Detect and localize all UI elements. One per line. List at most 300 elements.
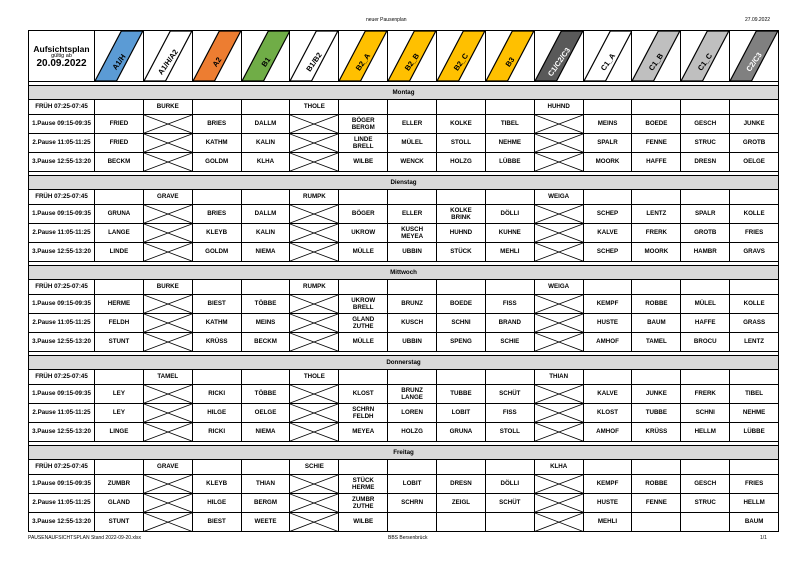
blocked-cell: [290, 493, 339, 512]
duty-cell: MÜLEL: [388, 133, 437, 152]
duty-cell: [192, 189, 241, 204]
duty-cell: KOLLE: [730, 294, 779, 313]
blocked-cell-cross: [290, 134, 338, 152]
blocked-cell: [143, 223, 192, 242]
blocked-cell: [290, 332, 339, 351]
duty-cell: GROTB: [730, 133, 779, 152]
day-name: Montag: [29, 86, 779, 100]
column-header: [388, 31, 437, 82]
duty-cell: RICKI: [192, 384, 241, 403]
blocked-cell-cross: [535, 513, 583, 531]
duty-cell: [681, 189, 730, 204]
column-header: [95, 31, 144, 82]
duty-name-line: LINDE: [353, 135, 373, 143]
blocked-cell: [534, 313, 583, 332]
duty-name-line: BERGM: [351, 123, 375, 131]
duty-cell: HOLZG: [437, 152, 486, 171]
column-header-label: B2_C: [451, 51, 471, 73]
blocked-cell: [143, 384, 192, 403]
duty-cell: [192, 459, 241, 474]
duty-cell: MEHLI: [583, 512, 632, 531]
duty-cell: [730, 189, 779, 204]
blocked-cell-cross: [144, 205, 192, 223]
duty-cell: MEINS: [241, 313, 290, 332]
blocked-cell: [143, 294, 192, 313]
duty-cell: [339, 189, 388, 204]
duty-cell: GROTB: [681, 223, 730, 242]
duty-cell: WEIGA: [534, 189, 583, 204]
duty-name-line: LANGE: [401, 393, 423, 401]
duty-cell: GRAVS: [730, 242, 779, 261]
blocked-cell-cross: [290, 314, 338, 332]
duty-cell: [681, 512, 730, 531]
time-slot-label: 3.Pause 12:55-13:20: [29, 332, 95, 351]
duty-cell: KALVE: [583, 384, 632, 403]
time-slot-label: 2.Pause 11:05-11:25: [29, 313, 95, 332]
blocked-cell-cross: [144, 494, 192, 512]
duty-cell: [681, 279, 730, 294]
time-slot-label: 2.Pause 11:05-11:25: [29, 133, 95, 152]
duty-cell: [192, 279, 241, 294]
column-header-label: B1: [259, 55, 272, 69]
column-header: [192, 31, 241, 82]
duty-cell: [192, 99, 241, 114]
duty-cell: KATHM: [192, 133, 241, 152]
blocked-cell: [143, 242, 192, 261]
duty-cell: BIEST: [192, 294, 241, 313]
duty-cell: THIAN: [241, 474, 290, 493]
duty-name-line: STÜCK: [352, 476, 374, 484]
blocked-cell: [290, 133, 339, 152]
blocked-cell-cross: [290, 115, 338, 133]
blocked-cell-cross: [144, 333, 192, 351]
schedule-row: [29, 114, 779, 133]
duty-name-line: GLAND: [352, 315, 375, 323]
duty-cell: KLHA: [241, 152, 290, 171]
blocked-cell: [534, 223, 583, 242]
duty-cell: NEHME: [730, 403, 779, 422]
duty-cell: [730, 459, 779, 474]
schedule-title: Aufsichtsplan: [33, 43, 90, 54]
duty-cell: [241, 99, 290, 114]
duty-cell: STOLL: [437, 133, 486, 152]
duty-cell: KALVE: [583, 223, 632, 242]
blocked-cell-cross: [144, 243, 192, 261]
valid-from-date: 20.09.2022: [36, 57, 87, 69]
blocked-cell-cross: [144, 295, 192, 313]
schedule-row: [29, 189, 779, 204]
duty-cell: GOLDM: [192, 152, 241, 171]
supervision-schedule-table: [28, 30, 779, 532]
time-slot-label: 3.Pause 12:55-13:20: [29, 422, 95, 441]
duty-cell: DÖLLI: [485, 204, 534, 223]
column-header-row: [29, 31, 779, 82]
day-header-row: [29, 356, 779, 370]
column-header-label: B2_B: [402, 51, 422, 73]
day-header-row: [29, 86, 779, 100]
duty-cell: KALIN: [241, 133, 290, 152]
blocked-cell: [534, 204, 583, 223]
blocked-cell: [143, 133, 192, 152]
duty-cell: KLHA: [534, 459, 583, 474]
blocked-cell: [534, 294, 583, 313]
blocked-cell: [290, 204, 339, 223]
duty-cell: BIEST: [192, 512, 241, 531]
duty-cell: STOLL: [485, 422, 534, 441]
duty-cell: KOLKE: [437, 114, 486, 133]
column-header-label: A1/H/A2: [155, 47, 180, 77]
duty-name-line: BRINK: [451, 213, 471, 221]
duty-cell: MEHLI: [485, 242, 534, 261]
duty-cell: [437, 369, 486, 384]
duty-cell: RICKI: [192, 422, 241, 441]
duty-cell: KATHM: [192, 313, 241, 332]
duty-cell: WILBE: [339, 512, 388, 531]
duty-cell: SPENG: [437, 332, 486, 351]
duty-cell: KALIN: [241, 223, 290, 242]
duty-cell: TUBBE: [437, 384, 486, 403]
blocked-cell: [290, 294, 339, 313]
footer-filename: PAUSENAUFSICHTSPLAN Stand 2022-09-20.xlsx: [28, 535, 142, 541]
duty-cell: MOORK: [632, 242, 681, 261]
schedule-row: [29, 369, 779, 384]
blocked-cell-cross: [535, 153, 583, 171]
column-header-label: C1_B: [647, 51, 666, 73]
schedule-row: [29, 223, 779, 242]
duty-cell: JUNKE: [730, 114, 779, 133]
duty-cell: BÖGER: [339, 204, 388, 223]
duty-cell: HOLZG: [388, 422, 437, 441]
schedule-row: [29, 99, 779, 114]
duty-cell: SCHIE: [485, 332, 534, 351]
duty-cell: [681, 99, 730, 114]
document-title: neuer Pausenplan: [366, 17, 407, 23]
duty-cell: FENNE: [632, 493, 681, 512]
duty-cell: [485, 189, 534, 204]
duty-cell: THIAN: [534, 369, 583, 384]
duty-cell: [388, 384, 437, 403]
duty-cell: BRUNZ: [388, 294, 437, 313]
duty-cell: STUNT: [95, 332, 144, 351]
duty-cell: WENCK: [388, 152, 437, 171]
duty-name-line: KOLKE: [450, 206, 472, 214]
blocked-cell-cross: [290, 404, 338, 422]
blocked-cell-cross: [535, 295, 583, 313]
time-slot-label: 3.Pause 12:55-13:20: [29, 152, 95, 171]
schedule-row: [29, 332, 779, 351]
schedule-row: [29, 133, 779, 152]
time-slot-label: FRÜH 07:25-07:45: [29, 99, 95, 114]
duty-cell: [388, 189, 437, 204]
duty-cell: [485, 99, 534, 114]
duty-cell: [339, 279, 388, 294]
column-header: [241, 31, 290, 82]
duty-cell: UKROW: [339, 223, 388, 242]
duty-cell: KLEYB: [192, 223, 241, 242]
duty-cell: FISS: [485, 403, 534, 422]
duty-cell: BAUM: [632, 313, 681, 332]
blocked-cell: [534, 242, 583, 261]
blocked-cell: [143, 332, 192, 351]
column-header: [534, 31, 583, 82]
duty-cell: SCHIE: [290, 459, 339, 474]
blocked-cell-cross: [535, 243, 583, 261]
duty-cell: HERME: [95, 294, 144, 313]
blocked-cell-cross: [290, 513, 338, 531]
duty-cell: [632, 512, 681, 531]
duty-cell: [583, 459, 632, 474]
time-slot-label: 1.Pause 09:15-09:35: [29, 114, 95, 133]
duty-name-line: MEYEA: [401, 232, 424, 240]
column-header: [437, 31, 486, 82]
duty-cell: LOBIT: [437, 403, 486, 422]
time-slot-label: FRÜH 07:25-07:45: [29, 369, 95, 384]
duty-cell: BRIES: [192, 204, 241, 223]
duty-cell: FISS: [485, 294, 534, 313]
duty-cell: JUNKE: [632, 384, 681, 403]
duty-cell: STÜCK: [437, 242, 486, 261]
duty-cell: OELGE: [241, 403, 290, 422]
duty-cell: NIEMA: [241, 242, 290, 261]
duty-cell: BOEDE: [437, 294, 486, 313]
duty-cell: HUHND: [437, 223, 486, 242]
duty-cell: [583, 99, 632, 114]
duty-cell: MÜLLE: [339, 242, 388, 261]
blocked-cell-cross: [290, 224, 338, 242]
time-slot-label: 3.Pause 12:55-13:20: [29, 512, 95, 531]
blocked-cell: [534, 403, 583, 422]
duty-cell: GOLDM: [192, 242, 241, 261]
day-name: Dienstag: [29, 176, 779, 190]
day-name: Freitag: [29, 445, 779, 459]
duty-cell: [388, 369, 437, 384]
blocked-cell-cross: [144, 224, 192, 242]
blocked-cell: [534, 512, 583, 531]
duty-cell: BROCU: [681, 332, 730, 351]
duty-cell: [339, 99, 388, 114]
duty-cell: [583, 369, 632, 384]
duty-cell: ROBBE: [632, 474, 681, 493]
duty-cell: [632, 279, 681, 294]
duty-cell: DÖLLI: [485, 474, 534, 493]
duty-cell: [95, 189, 144, 204]
blocked-cell-cross: [144, 134, 192, 152]
duty-cell: [339, 294, 388, 313]
duty-cell: [730, 279, 779, 294]
blocked-cell: [534, 384, 583, 403]
column-header-label: A1/H: [110, 52, 128, 72]
blocked-cell-cross: [144, 475, 192, 493]
blocked-cell: [143, 114, 192, 133]
duty-cell: MÜLLE: [339, 332, 388, 351]
duty-cell: FRERK: [681, 384, 730, 403]
duty-cell: LOREN: [388, 403, 437, 422]
column-header-label: B3: [503, 55, 517, 69]
blocked-cell-cross: [290, 153, 338, 171]
schedule-row: [29, 459, 779, 474]
column-header: [339, 31, 388, 82]
duty-cell: KOLLE: [730, 204, 779, 223]
duty-cell: SCHNI: [437, 313, 486, 332]
duty-cell: LINDE: [95, 242, 144, 261]
duty-cell: [583, 189, 632, 204]
duty-cell: [437, 279, 486, 294]
blocked-cell-cross: [290, 205, 338, 223]
duty-cell: LEY: [95, 384, 144, 403]
duty-cell: [437, 512, 486, 531]
blocked-cell: [290, 422, 339, 441]
time-slot-label: 1.Pause 09:15-09:35: [29, 294, 95, 313]
day-header-row: [29, 266, 779, 280]
duty-cell: [95, 459, 144, 474]
duty-cell: [485, 459, 534, 474]
duty-name-line: SCHRN: [352, 405, 375, 413]
duty-cell: [681, 369, 730, 384]
duty-cell: STRUC: [681, 133, 730, 152]
duty-cell: TUBBE: [632, 403, 681, 422]
duty-cell: [485, 512, 534, 531]
blocked-cell: [534, 152, 583, 171]
column-header-label: C1_C: [696, 51, 715, 73]
schedule-info-cell: [29, 31, 95, 82]
duty-cell: FRIED: [95, 133, 144, 152]
duty-cell: [339, 459, 388, 474]
duty-cell: FRIES: [730, 223, 779, 242]
duty-cell: ZUMBR: [95, 474, 144, 493]
duty-cell: KUHNE: [485, 223, 534, 242]
duty-name-line: BRUNZ: [401, 386, 423, 394]
column-header-label: C1_A: [598, 51, 617, 73]
blocked-cell: [290, 223, 339, 242]
duty-cell: NIEMA: [241, 422, 290, 441]
duty-cell: GRAVE: [143, 189, 192, 204]
duty-cell: [632, 369, 681, 384]
duty-cell: DRESN: [437, 474, 486, 493]
duty-cell: TAMEL: [632, 332, 681, 351]
duty-cell: KEMPF: [583, 474, 632, 493]
duty-cell: HUSTE: [583, 313, 632, 332]
blocked-cell: [143, 493, 192, 512]
duty-cell: [339, 369, 388, 384]
duty-cell: [632, 459, 681, 474]
schedule-row: [29, 474, 779, 493]
duty-cell: LENTZ: [632, 204, 681, 223]
duty-cell: [437, 204, 486, 223]
duty-cell: SCHNI: [681, 403, 730, 422]
duty-cell: WILBE: [339, 152, 388, 171]
duty-cell: [485, 279, 534, 294]
schedule-row: [29, 403, 779, 422]
schedule-row: [29, 294, 779, 313]
blocked-cell-cross: [290, 295, 338, 313]
duty-cell: HELLM: [730, 493, 779, 512]
duty-cell: GRUNA: [95, 204, 144, 223]
schedule-row: [29, 242, 779, 261]
duty-cell: GESCH: [681, 114, 730, 133]
duty-cell: AMHOF: [583, 422, 632, 441]
duty-cell: [241, 369, 290, 384]
duty-cell: [730, 369, 779, 384]
schedule-row: [29, 384, 779, 403]
duty-cell: BRAND: [485, 313, 534, 332]
blocked-cell: [534, 474, 583, 493]
time-slot-label: 1.Pause 09:15-09:35: [29, 384, 95, 403]
duty-cell: SCHEP: [583, 242, 632, 261]
duty-cell: LÜBBE: [730, 422, 779, 441]
blocked-cell: [143, 403, 192, 422]
duty-cell: GRASS: [730, 313, 779, 332]
duty-cell: SPALR: [681, 204, 730, 223]
duty-cell: [339, 313, 388, 332]
blocked-cell-cross: [535, 134, 583, 152]
duty-cell: UBBIN: [388, 332, 437, 351]
duty-cell: RUMPK: [290, 279, 339, 294]
duty-cell: [339, 133, 388, 152]
duty-name-line: UKROW: [351, 296, 376, 304]
schedule-row: [29, 493, 779, 512]
duty-cell: HAFFE: [632, 152, 681, 171]
blocked-cell: [143, 512, 192, 531]
day-header-row: [29, 176, 779, 190]
duty-cell: TIBEL: [485, 114, 534, 133]
blocked-cell: [534, 114, 583, 133]
duty-cell: [632, 189, 681, 204]
duty-cell: HUHND: [534, 99, 583, 114]
blocked-cell: [290, 403, 339, 422]
blocked-cell-cross: [290, 494, 338, 512]
blocked-cell-cross: [535, 314, 583, 332]
duty-cell: UBBIN: [388, 242, 437, 261]
blocked-cell: [290, 474, 339, 493]
duty-cell: LANGE: [95, 223, 144, 242]
duty-cell: [681, 459, 730, 474]
blocked-cell-cross: [290, 333, 338, 351]
duty-cell: GRUNA: [437, 422, 486, 441]
column-header: [143, 31, 192, 82]
blocked-cell-cross: [535, 494, 583, 512]
duty-cell: FELDH: [95, 313, 144, 332]
duty-cell: LOBIT: [388, 474, 437, 493]
duty-cell: HUSTE: [583, 493, 632, 512]
blocked-cell-cross: [144, 153, 192, 171]
duty-cell: SPALR: [583, 133, 632, 152]
duty-cell: LENTZ: [730, 332, 779, 351]
duty-cell: DRESN: [681, 152, 730, 171]
blocked-cell-cross: [535, 205, 583, 223]
duty-cell: HILGE: [192, 493, 241, 512]
blocked-cell-cross: [290, 423, 338, 441]
footer-school: BBS Bersenbrück: [388, 535, 428, 541]
duty-cell: SCHÜT: [485, 384, 534, 403]
duty-cell: [241, 189, 290, 204]
duty-cell: [583, 279, 632, 294]
duty-cell: ELLER: [388, 114, 437, 133]
duty-cell: STRUC: [681, 493, 730, 512]
duty-name-line: KUSCH: [401, 225, 424, 233]
duty-cell: [388, 459, 437, 474]
duty-cell: BURKE: [143, 99, 192, 114]
duty-cell: ZEIGL: [437, 493, 486, 512]
duty-name-line: BÖGER: [351, 116, 375, 124]
duty-cell: TIBEL: [730, 384, 779, 403]
duty-cell: [388, 223, 437, 242]
schedule-row: [29, 279, 779, 294]
duty-cell: LINGE: [95, 422, 144, 441]
duty-cell: HAFFE: [681, 313, 730, 332]
column-header: [290, 31, 339, 82]
duty-cell: STUNT: [95, 512, 144, 531]
duty-cell: GLAND: [95, 493, 144, 512]
